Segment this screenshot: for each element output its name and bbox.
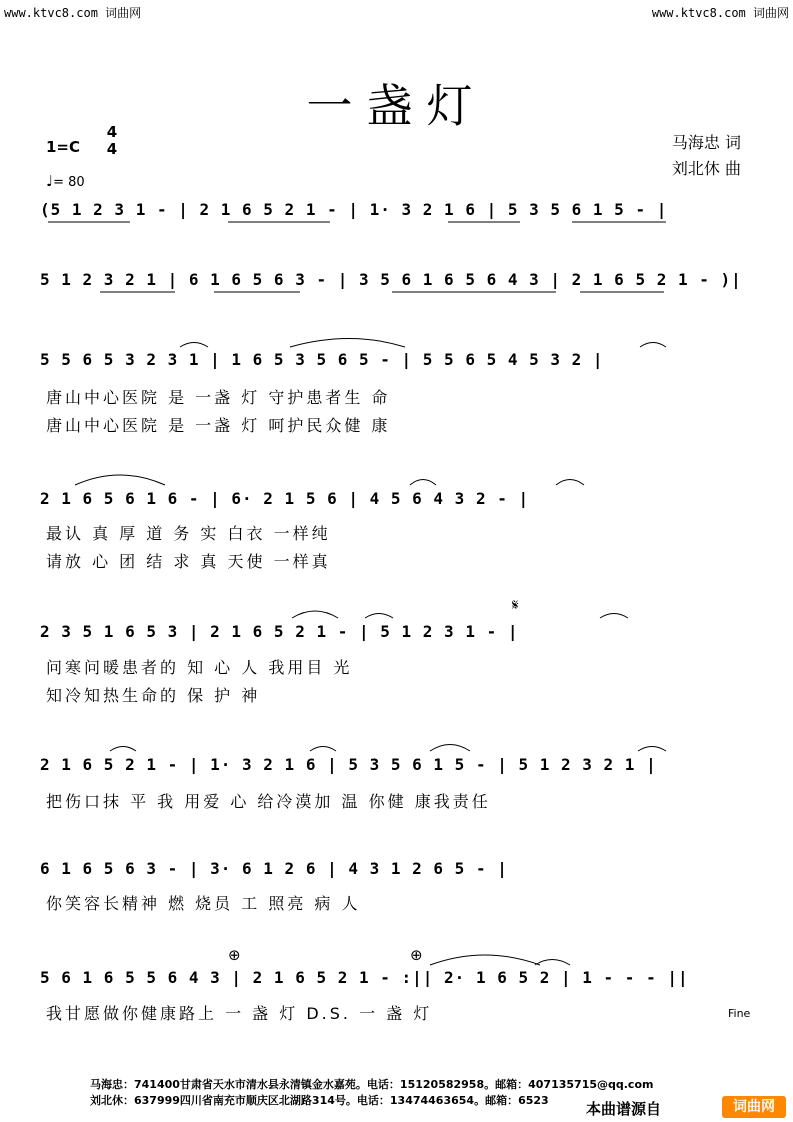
notation-row-5: 2 3 5 1 6 5 3 | 2 1 6 5 2 1 - | 5 1 2 3 1 - | [40, 622, 519, 641]
lyric-row-5-verse-1: 问寒问暖患者的 知 心 人 我用目 光 [46, 658, 353, 677]
lyric-row-6-verse-1: 把伤口抹 平 我 用爱 心 给冷漠加 温 你健 康我责任 [46, 792, 491, 811]
notation-row-1: (5 1 2 3 1 - | 2 1 6 5 2 1 - | 1· 3 2 1 6 | 5 3 5 6 1 5 - | [40, 200, 668, 219]
notation-row-2: 5 1 2 3 2 1 | 6 1 6 5 6 3 - | 3 5 6 1 6 5 6 4 3 | 2 1 6 5 2 1 - )| [40, 270, 742, 289]
coda-icon-2: ⊕ [410, 946, 423, 964]
coda-icon: ⊕ [228, 946, 241, 964]
lyric-row-7-verse-1: 你笑容长精神 燃 烧员 工 照亮 病 人 [46, 894, 361, 913]
song-title: 一盏灯 [306, 79, 487, 133]
notation-row-8: 5 6 1 6 5 5 6 4 3 | 2 1 6 5 2 1 - :|| 2· 1 6 5 2 | 1 - - - || [40, 968, 689, 987]
lyric-row-3-verse-2: 唐山中心医院 是 一盏 灯 呵护民众健 康 [46, 416, 391, 435]
lyricist-credit: 马海忠 词 [671, 133, 741, 152]
notation-row-4: 2 1 6 5 6 1 6 - | 6· 2 1 5 6 | 4 5 6 4 3 2 - | [40, 489, 530, 508]
lyric-row-8-verse-1: 我甘愿做你健康路上 一 盏 灯 D.S. 一 盏 灯 [46, 1004, 433, 1023]
segno-icon: 𝄋 [512, 596, 519, 614]
time-signature-top: 4 [106, 123, 118, 141]
notation-row-6: 2 1 6 5 2 1 - | 1· 3 2 1 6 | 5 3 5 6 1 5 - | 5 1 2 3 2 1 | [40, 755, 657, 774]
watermark-right: www.ktvc8.com 词曲网 [651, 6, 789, 20]
lyric-row-4-verse-2: 请放 心 团 结 求 真 天使 一样真 [46, 552, 331, 571]
lyric-row-5-verse-2: 知冷知热生命的 保 护 神 [46, 686, 261, 705]
notation-row-7: 6 1 6 5 6 3 - | 3· 6 1 2 6 | 4 3 1 2 6 5 - | [40, 859, 508, 878]
fine-label: Fine [728, 1007, 751, 1020]
key-signature: 1=C [46, 138, 81, 156]
lyric-row-3-verse-1: 唐山中心医院 是 一盏 灯 守护患者生 命 [46, 388, 391, 407]
watermark-left: www.ktvc8.com 词曲网 [4, 6, 142, 20]
quarter-note-icon: ♩ [46, 172, 54, 190]
footer-contact-lyricist: 马海忠：741400甘肃省天水市清水县永清镇金水嘉苑。电话：15120582958。邮箱：407135715@qq.com [90, 1078, 654, 1091]
site-logo[interactable]: 词曲网 [722, 1096, 786, 1118]
footer-contact-composer: 刘北休：637999四川省南充市顺庆区北湖路314号。电话：13474463654。邮箱：6523 [90, 1094, 549, 1107]
time-signature-bottom: 4 [106, 140, 118, 158]
source-note: 本曲谱源自 [586, 1100, 662, 1118]
tempo-value: = 80 [53, 175, 85, 190]
notation-row-3: 5 5 6 5 3 2 3 1 | 1 6 5 3 5 6 5 - | 5 5 6 5 4 5 3 2 | [40, 350, 604, 369]
composer-credit: 刘北休 曲 [671, 159, 741, 178]
lyric-row-4-verse-1: 最认 真 厚 道 务 实 白衣 一样纯 [46, 524, 331, 543]
